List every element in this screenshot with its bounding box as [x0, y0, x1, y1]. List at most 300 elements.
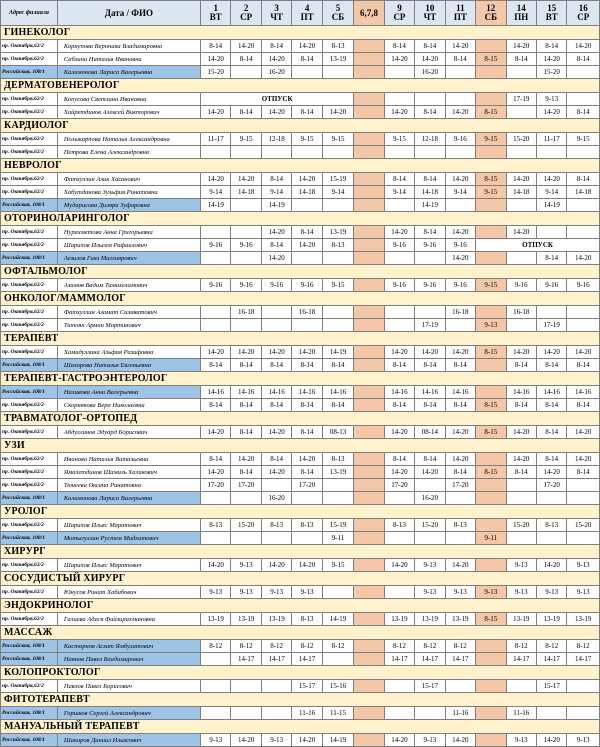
shift-cell: 16-20 [415, 492, 445, 505]
branch-address: Российская, 108/1 [1, 734, 58, 747]
shift-cell [231, 199, 261, 212]
shift-cell: 16-18 [506, 306, 536, 319]
shift-cell: 14-20 [445, 346, 475, 359]
doctor-row [1, 199, 600, 212]
shift-cell: 14-20 [445, 426, 475, 439]
doctor-row [1, 359, 600, 372]
shift-cell [354, 613, 384, 626]
day-of-week: ПН [514, 12, 529, 22]
shift-cell: 14-20 [200, 346, 230, 359]
shift-cell [261, 680, 291, 693]
shift-cell: 14-19 [415, 199, 445, 212]
doctor-name: Хайретдинов Алексей Викторович [57, 106, 200, 119]
shift-cell [445, 66, 475, 79]
shift-cell: 8-14 [415, 399, 445, 412]
shift-cell: 14-16 [384, 386, 414, 399]
shift-cell: 15-20 [231, 519, 261, 532]
shift-cell: 15-20 [567, 519, 600, 532]
shift-cell: 14-20 [445, 252, 475, 265]
shift-cell: 8-14 [200, 40, 230, 53]
shift-cell [445, 146, 475, 159]
shift-cell [506, 479, 536, 492]
shift-cell [261, 319, 291, 332]
branch-address: пр. Октября,62/2 [1, 426, 58, 439]
shift-cell: 14-20 [415, 53, 445, 66]
doctor-row [1, 40, 600, 53]
doctor-row [1, 519, 600, 532]
shift-cell [384, 532, 414, 545]
shift-cell: 13-19 [415, 613, 445, 626]
shift-cell: 9-15 [476, 133, 506, 146]
doctor-name: Калимонова Лариса Валерьевна [57, 66, 200, 79]
shift-cell: 9-13 [415, 586, 445, 599]
shift-cell [506, 106, 536, 119]
doctor-name: Корнупова Вероника Владимировна [57, 40, 200, 53]
shift-cell: 14-20 [231, 173, 261, 186]
shift-cell [476, 93, 506, 106]
doctor-name: Копусова Светлана Ивановна [57, 93, 200, 106]
shift-cell [200, 252, 230, 265]
shift-cell: 8-14 [292, 359, 322, 372]
section-header-row [1, 439, 600, 453]
shift-cell: 8-13 [384, 519, 414, 532]
shift-cell: 8-14 [415, 226, 445, 239]
shift-cell: 14-20 [292, 173, 322, 186]
shift-cell: 14-16 [536, 386, 566, 399]
shift-cell [231, 146, 261, 159]
shift-cell [445, 532, 475, 545]
doctor-name: Шарипов Ильяс Маратович [57, 559, 200, 572]
shift-cell: 14-20 [231, 346, 261, 359]
shift-cell [354, 707, 384, 720]
branch-address: Российская, 108/1 [1, 359, 58, 372]
day-of-week: ПТ [300, 12, 314, 22]
shift-cell: 14-20 [384, 426, 414, 439]
shift-cell: 8-14 [567, 466, 600, 479]
doctor-name: Мударисова Диляра Зуфаровна [57, 199, 200, 212]
doctor-row [1, 346, 600, 359]
doctor-row [1, 680, 600, 693]
shift-cell [476, 66, 506, 79]
shift-cell: 14-20 [536, 53, 566, 66]
date-number: 10 [425, 3, 435, 13]
shift-cell [506, 199, 536, 212]
shift-cell: 8-14 [292, 53, 322, 66]
shift-cell: 17-20 [384, 479, 414, 492]
date-header [506, 1, 536, 26]
shift-cell: 9-16 [567, 279, 600, 292]
doctor-name: Касторнов Асхат Ямбулатович [57, 640, 200, 653]
specialty-title: ХИРУРГ [1, 545, 600, 559]
shift-cell: 14-17 [231, 653, 261, 666]
section-header-row [1, 332, 600, 346]
shift-cell: 8-13 [292, 613, 322, 626]
shift-cell [200, 680, 230, 693]
branch-address: пр. Октября,62/2 [1, 319, 58, 332]
shift-cell [476, 492, 506, 505]
shift-cell: 8-14 [292, 426, 322, 439]
specialty-title: ТЕРАПЕВТ-ГАСТРОЭНТЕРОЛОГ [1, 372, 600, 386]
shift-cell: 14-20 [261, 252, 291, 265]
shift-cell: 8-12 [506, 640, 536, 653]
shift-cell: 8-12 [567, 640, 600, 653]
date-header [322, 1, 353, 26]
doctor-row [1, 173, 600, 186]
shift-cell [322, 492, 353, 505]
doctor-name: Полыкарпова Наталья Александровна [57, 133, 200, 146]
shift-cell: 14-20 [506, 173, 536, 186]
day-of-week: ВТ [209, 12, 222, 22]
shift-cell: 8-14 [567, 399, 600, 412]
specialty-title: ТЕРАПЕВТ [1, 332, 600, 346]
branch-address: пр. Октября,62/2 [1, 466, 58, 479]
shift-cell: 9-15 [322, 559, 353, 572]
shift-cell: 14-17 [261, 653, 291, 666]
shift-cell: 8-14 [231, 466, 261, 479]
section-header-row [1, 599, 600, 613]
shift-cell: 8-13 [322, 453, 353, 466]
shift-cell [354, 306, 384, 319]
doctor-row [1, 653, 600, 666]
shift-cell [261, 306, 291, 319]
shift-cell: 14-18 [292, 186, 322, 199]
shift-cell: 14-16 [506, 386, 536, 399]
shift-cell [354, 186, 384, 199]
branch-address: Российская, 108/1 [1, 532, 58, 545]
shift-cell: 14-20 [200, 559, 230, 572]
shift-cell: 14-20 [445, 106, 475, 119]
shift-cell: 14-20 [261, 426, 291, 439]
date-number: 14 [516, 3, 526, 13]
date-number: 1 [213, 3, 218, 13]
shift-cell [231, 226, 261, 239]
shift-cell [354, 40, 384, 53]
doctor-row [1, 466, 600, 479]
shift-cell [200, 226, 230, 239]
specialty-title: МАНУАЛЬНЫЙ ТЕРАПЕВТ [1, 720, 600, 734]
shift-cell: 8-15 [476, 426, 506, 439]
branch-address: пр. Октября,62/2 [1, 146, 58, 159]
branch-address: пр. Октября,62/2 [1, 519, 58, 532]
shift-cell [384, 680, 414, 693]
shift-cell [536, 226, 566, 239]
doctor-row [1, 707, 600, 720]
shift-cell: 8-14 [261, 359, 291, 372]
specialty-title: ГИНЕКОЛОГ [1, 26, 600, 40]
branch-address: пр. Октября,62/2 [1, 479, 58, 492]
shift-cell [415, 146, 445, 159]
shift-cell: 15-17 [415, 680, 445, 693]
shift-cell: 14-20 [567, 346, 600, 359]
doctor-row [1, 319, 600, 332]
shift-cell: 9-14 [322, 186, 353, 199]
shift-cell: 12-18 [261, 133, 291, 146]
shift-cell [231, 319, 261, 332]
shift-cell: 14-20 [567, 426, 600, 439]
shift-cell: 8-14 [384, 173, 414, 186]
date-number: 4 [304, 3, 310, 13]
shift-cell: 9-15 [231, 133, 261, 146]
doctor-name: Наянов Павел Владимирович [57, 653, 200, 666]
shift-cell [445, 93, 475, 106]
shift-cell: 14-19 [322, 734, 353, 747]
shift-cell: 9-14 [445, 186, 475, 199]
shift-cell [567, 479, 600, 492]
branch-address: Российская, 108/1 [1, 707, 58, 720]
shift-cell: 11-16 [445, 707, 475, 720]
shift-cell: 17-20 [445, 479, 475, 492]
shift-cell: 8-14 [384, 399, 414, 412]
shift-cell: 15-20 [506, 519, 536, 532]
shift-cell: 13-19 [536, 613, 566, 626]
shift-cell: 14-19 [536, 199, 566, 212]
shift-cell: 14-17 [536, 653, 566, 666]
shift-cell: 9-15 [476, 279, 506, 292]
shift-cell: 14-17 [292, 653, 322, 666]
doctor-name: Абдуллинов Эдуард Борисович [57, 426, 200, 439]
date-header [415, 1, 445, 26]
shift-cell [354, 93, 384, 106]
doctor-row [1, 532, 600, 545]
shift-cell [354, 453, 384, 466]
doctor-name: Юнусов Ринат Хабибович [57, 586, 200, 599]
shift-cell: 17-19 [415, 319, 445, 332]
shift-cell [322, 479, 353, 492]
shift-cell: 8-13 [322, 40, 353, 53]
shift-cell [354, 386, 384, 399]
shift-cell: 14-20 [506, 40, 536, 53]
specialty-title: ТРАВМАТОЛОГ-ОРТОПЕД [1, 412, 600, 426]
shift-cell: 8-14 [445, 359, 475, 372]
doctor-name: Шарипов Ильяс Маратович [57, 519, 200, 532]
date-number: 9 [397, 3, 402, 13]
shift-cell: 9-13 [567, 586, 600, 599]
shift-cell: 14-20 [567, 252, 600, 265]
shift-cell: 14-20 [415, 346, 445, 359]
shift-cell [200, 707, 230, 720]
shift-cell: 9-13 [506, 734, 536, 747]
day-of-week: СБ [484, 12, 498, 22]
shift-cell: 8-14 [261, 399, 291, 412]
date-header [445, 1, 475, 26]
shift-cell [354, 479, 384, 492]
shift-cell [506, 319, 536, 332]
shift-cell [322, 66, 353, 79]
doctor-name: Наливова Анна Валерьевна [57, 386, 200, 399]
shift-cell [261, 479, 291, 492]
shift-cell: 9-13 [200, 586, 230, 599]
shift-cell: 14-20 [506, 426, 536, 439]
shift-cell: 13-19 [200, 613, 230, 626]
shift-cell [476, 734, 506, 747]
date-header [292, 1, 322, 26]
specialty-title: УРОЛОГ [1, 505, 600, 519]
section-header-row [1, 666, 600, 680]
shift-cell [567, 680, 600, 693]
shift-cell: 14-20 [445, 40, 475, 53]
shift-cell: 13-19 [506, 613, 536, 626]
shift-cell: 14-16 [292, 386, 322, 399]
shift-cell: 8-14 [261, 173, 291, 186]
shift-cell: 14-20 [200, 466, 230, 479]
shift-cell: 14-20 [292, 734, 322, 747]
shift-cell: 8-12 [231, 640, 261, 653]
shift-cell: 9-16 [200, 279, 230, 292]
shift-cell: 9-15 [322, 279, 353, 292]
day-of-week: ВТ [545, 12, 558, 22]
specialty-title: ОНКОЛОГ/МАММОЛОГ [1, 292, 600, 306]
branch-address: пр. Октября,62/2 [1, 53, 58, 66]
branch-address: пр. Октября,62/2 [1, 453, 58, 466]
shift-cell: 15-19 [322, 519, 353, 532]
doctor-name: Саблина Наталья Ивановна [57, 53, 200, 66]
shift-cell: 9-13 [506, 586, 536, 599]
shift-cell: 14-20 [384, 226, 414, 239]
date-header [354, 1, 384, 26]
shift-cell [322, 653, 353, 666]
date-number: 5 [335, 3, 341, 13]
shift-cell [292, 199, 322, 212]
branch-address: пр. Октября,62/2 [1, 586, 58, 599]
shift-cell: 8-14 [200, 399, 230, 412]
section-header-row [1, 372, 600, 386]
shift-cell: 8-14 [292, 226, 322, 239]
shift-cell [200, 146, 230, 159]
shift-cell [536, 532, 566, 545]
shift-cell: 9-16 [445, 279, 475, 292]
shift-cell: 14-20 [231, 40, 261, 53]
shift-cell: 9-15 [567, 133, 600, 146]
shift-cell: 8-14 [567, 53, 600, 66]
shift-cell: 11-17 [536, 133, 566, 146]
shift-cell [476, 146, 506, 159]
shift-cell [476, 653, 506, 666]
shift-cell [476, 680, 506, 693]
shift-cell [415, 306, 445, 319]
shift-cell [292, 492, 322, 505]
doctor-row [1, 640, 600, 653]
shift-cell: 14-20 [567, 453, 600, 466]
day-of-week: СР [393, 12, 406, 22]
shift-cell: 16-20 [261, 492, 291, 505]
shift-cell [261, 707, 291, 720]
doctor-name: Скорнякова Вера Николаевна [57, 399, 200, 412]
day-of-week: ЧТ [423, 12, 437, 22]
shift-cell: 8-14 [567, 106, 600, 119]
shift-cell: 14-18 [415, 186, 445, 199]
shift-cell [292, 532, 322, 545]
shift-cell: 8-14 [567, 173, 600, 186]
shift-cell: 9-11 [476, 532, 506, 545]
shift-cell: 9-15 [384, 133, 414, 146]
shift-cell [567, 93, 600, 106]
shift-cell: 14-19 [200, 199, 230, 212]
shift-cell [476, 519, 506, 532]
shift-cell [506, 492, 536, 505]
shift-cell: 8-13 [322, 239, 353, 252]
shift-cell: 8-15 [476, 399, 506, 412]
shift-cell: 13-19 [261, 613, 291, 626]
shift-cell [567, 146, 600, 159]
shift-cell [354, 359, 384, 372]
shift-cell: 8-14 [506, 359, 536, 372]
doctor-row [1, 186, 600, 199]
shift-cell: 8-14 [292, 106, 322, 119]
shift-cell: 15-20 [415, 519, 445, 532]
shift-cell: 8-13 [536, 519, 566, 532]
shift-cell: 9-15 [476, 186, 506, 199]
shift-cell [322, 252, 353, 265]
date-number: 2 [243, 3, 249, 13]
section-header-row [1, 412, 600, 426]
shift-cell [476, 252, 506, 265]
shift-cell: 8-12 [322, 640, 353, 653]
shift-cell: 12-18 [415, 133, 445, 146]
shift-cell [384, 492, 414, 505]
shift-cell [231, 252, 261, 265]
shift-cell: 9-13 [536, 93, 566, 106]
shift-cell: 08-13 [322, 426, 353, 439]
doctor-row [1, 479, 600, 492]
shift-cell: 17-20 [231, 479, 261, 492]
shift-cell: 9-13 [506, 559, 536, 572]
shift-cell: 8-14 [536, 399, 566, 412]
shift-cell [567, 66, 600, 79]
shift-cell [354, 680, 384, 693]
shift-cell [536, 306, 566, 319]
shift-cell [354, 252, 384, 265]
shift-cell [354, 640, 384, 653]
shift-cell [536, 707, 566, 720]
shift-cell [476, 479, 506, 492]
shift-cell: 8-12 [536, 640, 566, 653]
shift-cell: 14-20 [384, 346, 414, 359]
shift-cell: 14-20 [384, 106, 414, 119]
doctor-row [1, 492, 600, 505]
shift-cell: 14-20 [200, 426, 230, 439]
shift-cell: 8-13 [445, 519, 475, 532]
shift-cell [292, 66, 322, 79]
shift-cell: 17-20 [536, 479, 566, 492]
shift-cell: 14-20 [506, 346, 536, 359]
shift-cell: 14-17 [506, 653, 536, 666]
shift-cell: 9-16 [261, 279, 291, 292]
doctor-name: Азамов Вадим Тамахеламович [57, 279, 200, 292]
section-header-row [1, 545, 600, 559]
schedule-body [1, 1, 600, 747]
shift-cell [354, 559, 384, 572]
branch-address: Российская, 108/1 [1, 653, 58, 666]
shift-cell [476, 640, 506, 653]
shift-cell: 8-14 [231, 399, 261, 412]
fio-header: Дата / ФИО [57, 1, 200, 26]
shift-cell: 14-17 [415, 653, 445, 666]
shift-cell: 9-16 [445, 239, 475, 252]
date-number: 15 [547, 3, 557, 13]
shift-cell [200, 653, 230, 666]
doctor-row [1, 106, 600, 119]
shift-cell [506, 66, 536, 79]
shift-cell: 9-15 [322, 133, 353, 146]
shift-cell: 13-19 [322, 53, 353, 66]
shift-cell: 8-14 [536, 426, 566, 439]
shift-cell: 8-14 [200, 359, 230, 372]
shift-cell: 8-15 [476, 53, 506, 66]
shift-cell: 9-16 [415, 239, 445, 252]
shift-cell: 14-19 [261, 199, 291, 212]
shift-cell [384, 306, 414, 319]
shift-cell [261, 532, 291, 545]
